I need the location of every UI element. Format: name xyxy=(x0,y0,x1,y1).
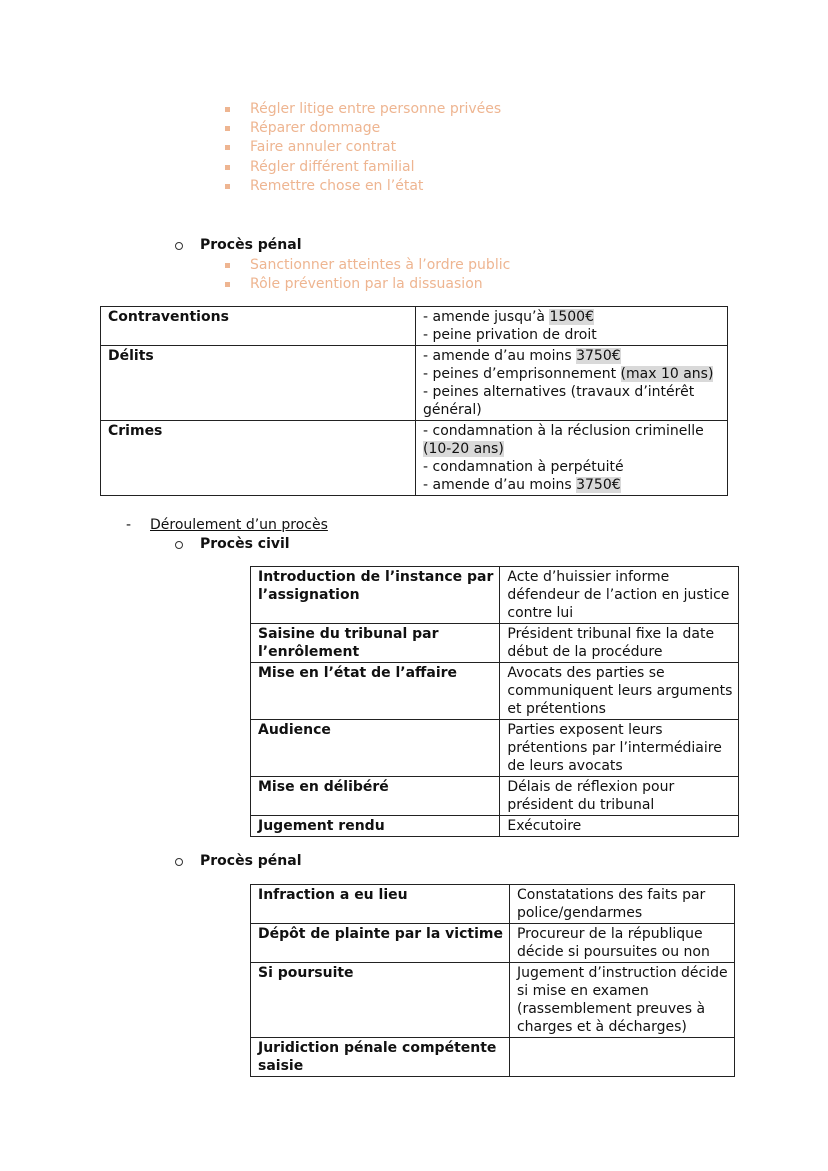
step-description: Président tribunal fixe la date début de la procédure xyxy=(500,624,739,663)
step-description: Jugement d’instruction décide si mise en examen (rassemblement preuves à charges et à décharges) xyxy=(509,963,734,1038)
circle-bullet-icon xyxy=(175,242,183,250)
infraction-penalties: - amende jusqu’à 1500€ - peine privation de droit xyxy=(416,307,728,346)
list-item: Faire annuler contrat xyxy=(225,138,501,157)
square-bullet-icon xyxy=(225,263,230,268)
infraction-penalties: - amende d’au moins 3750€ - peines d’emprisonnement (max 10 ans) - peines alternatives (travaux d’intérêt général) xyxy=(416,346,728,421)
list-item: Réparer dommage xyxy=(225,119,501,138)
table-row xyxy=(101,346,728,421)
table-row xyxy=(251,885,735,924)
step-description xyxy=(509,1038,734,1077)
step-name: Infraction a eu lieu xyxy=(251,885,510,924)
step-description: Avocats des parties se communiquent leurs arguments et prétentions xyxy=(500,663,739,720)
step-name: Audience xyxy=(251,720,500,777)
table-row xyxy=(251,567,739,624)
step-name: Mise en délibéré xyxy=(251,777,500,816)
table-row xyxy=(251,963,735,1038)
list-item: Régler différent familial xyxy=(225,158,501,177)
infraction-label: Crimes xyxy=(101,421,416,496)
step-description: Acte d’huissier informe défendeur de l’action en justice contre lui xyxy=(500,567,739,624)
circle-bullet-icon xyxy=(175,541,183,549)
dash-bullet: - xyxy=(126,517,132,533)
step-name: Saisine du tribunal par l’enrôlement xyxy=(251,624,500,663)
table-row xyxy=(251,663,739,720)
step-name: Dépôt de plainte par la victime xyxy=(251,924,510,963)
step-description: Parties exposent leurs prétentions par l’intermédiaire de leurs avocats xyxy=(500,720,739,777)
list-item: Rôle prévention par la dissuasion xyxy=(225,275,510,294)
square-bullet-icon xyxy=(225,145,230,150)
list-item: Sanctionner atteintes à l’ordre public xyxy=(225,256,510,275)
table-row xyxy=(251,720,739,777)
square-bullet-icon xyxy=(225,107,230,112)
penal-procedure-heading: Procès pénal xyxy=(176,853,302,869)
civil-procedure-table xyxy=(250,566,739,837)
penal-goals-list xyxy=(225,256,510,294)
step-description: Procureur de la république décide si poursuites ou non xyxy=(509,924,734,963)
table-row xyxy=(251,777,739,816)
infraction-label: Contraventions xyxy=(101,307,416,346)
infraction-penalties: - condamnation à la réclusion criminelle (10-20 ans) - condamnation à perpétuité - amende d’au moins 3750€ xyxy=(416,421,728,496)
list-item: Régler litige entre personne privées xyxy=(225,100,501,119)
infractions-table xyxy=(100,306,728,496)
section-title: Déroulement d’un procès xyxy=(150,517,328,533)
square-bullet-icon xyxy=(225,126,230,131)
civil-goals-list xyxy=(225,100,501,196)
step-name: Si poursuite xyxy=(251,963,510,1038)
penal-heading: Procès pénal xyxy=(176,237,302,253)
square-bullet-icon xyxy=(225,165,230,170)
square-bullet-icon xyxy=(225,282,230,287)
step-name: Introduction de l’instance par l’assignation xyxy=(251,567,500,624)
infraction-label: Délits xyxy=(101,346,416,421)
step-name: Mise en l’état de l’affaire xyxy=(251,663,500,720)
step-name: Juridiction pénale compétente saisie xyxy=(251,1038,510,1077)
step-description: Délais de réflexion pour président du tribunal xyxy=(500,777,739,816)
table-row xyxy=(251,1038,735,1077)
table-row xyxy=(101,421,728,496)
table-row xyxy=(251,924,735,963)
list-item: Remettre chose en l’état xyxy=(225,177,501,196)
penal-procedure-table xyxy=(250,884,735,1077)
civil-heading: Procès civil xyxy=(176,536,290,552)
circle-bullet-icon xyxy=(175,858,183,866)
table-row xyxy=(251,624,739,663)
square-bullet-icon xyxy=(225,184,230,189)
step-description: Constatations des faits par police/gendarmes xyxy=(509,885,734,924)
step-description: Exécutoire xyxy=(500,816,739,837)
table-row xyxy=(251,816,739,837)
step-name: Jugement rendu xyxy=(251,816,500,837)
table-row xyxy=(101,307,728,346)
